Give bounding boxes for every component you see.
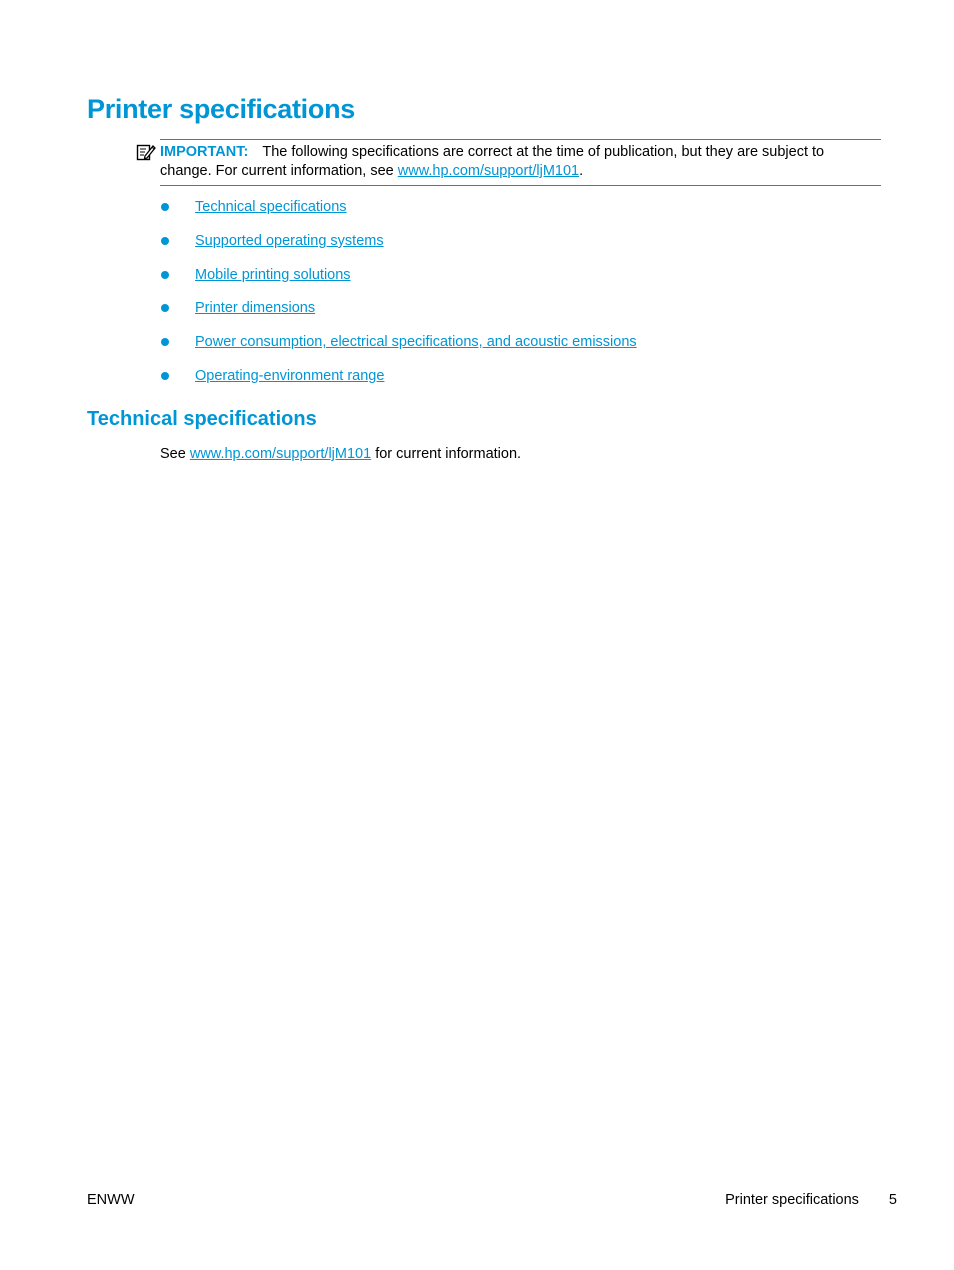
toc-link-supported-operating-systems[interactable]: Supported operating systems bbox=[195, 232, 384, 249]
section-body bbox=[160, 445, 521, 464]
bullet-icon bbox=[161, 338, 169, 346]
page-title: Printer specifications bbox=[87, 94, 355, 124]
footer-label: ENWW bbox=[87, 1192, 135, 1208]
support-link[interactable]: www.hp.com/support/ljM101 bbox=[397, 163, 580, 179]
important-note-end: . bbox=[579, 163, 584, 179]
footer-chapter bbox=[725, 1192, 897, 1208]
page-number: 5 bbox=[888, 1192, 897, 1208]
footer-chapter-title: Printer specifications bbox=[725, 1192, 859, 1208]
toc-link-technical-specifications[interactable]: Technical specifications bbox=[195, 199, 347, 215]
toc-item bbox=[160, 264, 637, 298]
toc-item bbox=[160, 230, 637, 264]
toc-link-printer-dimensions[interactable]: Printer dimensions bbox=[195, 300, 316, 317]
bullet-icon bbox=[161, 271, 169, 279]
toc-link-power-consumption[interactable]: Power consumption, electrical specifications, and acoustic emissions bbox=[195, 334, 637, 351]
section-toc-list bbox=[160, 196, 637, 399]
bullet-icon bbox=[161, 304, 169, 312]
bullet-icon bbox=[161, 372, 169, 380]
important-label: IMPORTANT: bbox=[160, 144, 249, 160]
bullet-icon bbox=[161, 237, 169, 245]
important-note-body: The following specifications are correct at the time of publication, but they are subject to change. For current information, see bbox=[160, 144, 825, 179]
toc-link-operating-environment-range[interactable]: Operating-environment range bbox=[195, 367, 385, 384]
section-body-start: See bbox=[160, 446, 190, 462]
toc-link-mobile-printing-solutions[interactable]: Mobile printing solutions bbox=[195, 266, 351, 283]
toc-item bbox=[160, 365, 637, 399]
note-pencil-icon bbox=[136, 142, 156, 162]
toc-item bbox=[160, 297, 637, 331]
toc-item bbox=[160, 196, 637, 230]
section-body-end: for current information. bbox=[371, 446, 522, 462]
toc-item bbox=[160, 331, 637, 365]
bullet-icon bbox=[161, 203, 169, 211]
section-title: Technical specifications bbox=[87, 408, 317, 430]
important-note-text bbox=[160, 143, 878, 181]
section-support-link[interactable]: www.hp.com/support/ljM101 bbox=[189, 446, 372, 462]
